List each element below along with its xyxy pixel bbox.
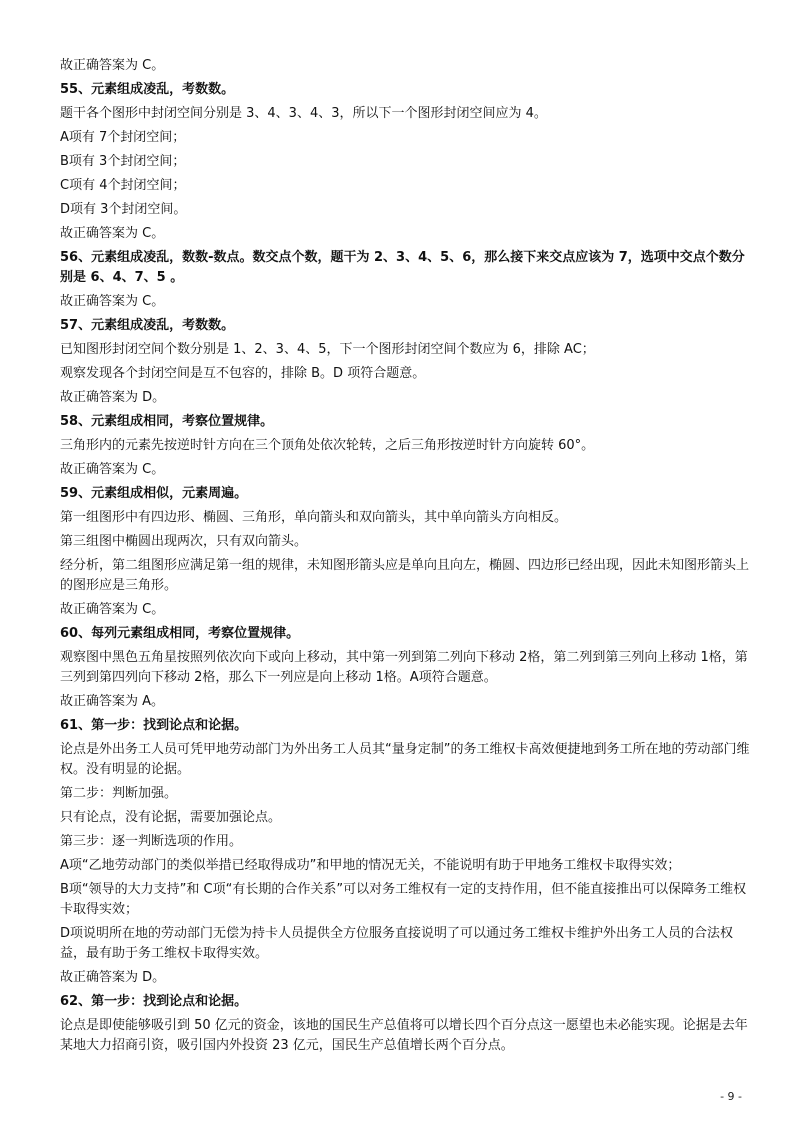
paragraph-line: D项说明所在地的劳动部门无偿为持卡人员提供全方位服务直接说明了可以通过务工维权卡维护外出务工人员的合法权益，最有助于务工维权卡取得实效。 xyxy=(60,926,734,961)
question-heading: 62、第一步：找到论点和论据。 xyxy=(60,994,248,1009)
paragraph-line: 观察发现各个封闭空间是互不包容的，排除 B。D 项符合题意。 xyxy=(60,366,426,381)
paragraph-line: 三角形内的元素先按逆时针方向在三个顶角处依次轮转，之后三角形按逆时针方向旋转 60°。 xyxy=(60,438,595,453)
question-heading: 61、第一步：找到论点和论据。 xyxy=(60,718,248,733)
question-heading: 57、元素组成凌乱，考数数。 xyxy=(60,318,235,333)
question-heading: 55、元素组成凌乱，考数数。 xyxy=(60,82,235,97)
paragraph-line: 故正确答案为 C。 xyxy=(60,58,165,73)
paragraph-line: 故正确答案为 C。 xyxy=(60,294,165,309)
document-body xyxy=(60,56,750,1060)
question-heading: 56、元素组成凌乱，数数-数点。数交点个数，题干为 2、3、4、5、6，那么接下来交点应该为 7，选项中交点个数分别是 6、4、7、5 。 xyxy=(60,250,745,285)
paragraph-line: 题干各个图形中封闭空间分别是 3、4、3、4、3，所以下一个图形封闭空间应为 4。 xyxy=(60,106,547,121)
paragraph-line: 故正确答案为 D。 xyxy=(60,970,166,985)
paragraph-line: 故正确答案为 C。 xyxy=(60,602,165,617)
paragraph-line: 第二步：判断加强。 xyxy=(60,786,178,801)
paragraph-line: 论点是即使能够吸引到 50 亿元的资金，该地的国民生产总值将可以增长四个百分点这一愿望也未必能实现。论据是去年某地大力招商引资，吸引国内外投资 23 亿元，国民生产总值增长两个百分点。 xyxy=(60,1018,748,1053)
paragraph-line: B项有 3个封闭空间； xyxy=(60,154,186,169)
paragraph-line: 已知图形封闭空间个数分别是 1、2、3、4、5，下一个图形封闭空间个数应为 6，排除 AC； xyxy=(60,342,595,357)
paragraph-line: C项有 4个封闭空间； xyxy=(60,178,186,193)
paragraph-line: 第一组图形中有四边形、椭圆、三角形，单向箭头和双向箭头，其中单向箭头方向相反。 xyxy=(60,510,568,525)
paragraph-line: 第三步：逐一判断选项的作用。 xyxy=(60,834,243,849)
paragraph-line: 故正确答案为 C。 xyxy=(60,226,165,241)
paragraph-line: 经分析，第二组图形应满足第一组的规律，未知图形箭头应是单向且向左，椭圆、四边形已经出现，因此未知图形箭头上的图形应是三角形。 xyxy=(60,558,750,593)
paragraph-line: 观察图中黑色五角星按照列依次向下或向上移动，其中第一列到第二列向下移动 2格，第二列到第三列向上移动 1格，第三列到第四列向下移动 2格，那么下一列应是向上移动 1格。A项符合题意。 xyxy=(60,650,748,685)
paragraph-line: B项“领导的大力支持”和 C项“有长期的合作关系”可以对务工维权有一定的支持作用，但不能直接推出可以保障务工维权卡取得实效； xyxy=(60,882,747,917)
paragraph-line: 第三组图中椭圆出现两次，只有双向箭头。 xyxy=(60,534,308,549)
paragraph-line: D项有 3个封闭空间。 xyxy=(60,202,187,217)
paragraph-line: 论点是外出务工人员可凭甲地劳动部门为外出务工人员其“量身定制”的务工维权卡高效便捷地到务工所在地的劳动部门维权。没有明显的论据。 xyxy=(60,742,750,777)
paragraph-line: 故正确答案为 C。 xyxy=(60,462,165,477)
paragraph-line: 故正确答案为 D。 xyxy=(60,390,166,405)
paragraph-line: 故正确答案为 A。 xyxy=(60,694,165,709)
page-number: - 9 - xyxy=(720,1090,742,1103)
paragraph-line: 只有论点，没有论据，需要加强论点。 xyxy=(60,810,282,825)
question-heading: 60、每列元素组成相同，考察位置规律。 xyxy=(60,626,300,641)
question-heading: 59、元素组成相似，元素周遍。 xyxy=(60,486,248,501)
paragraph-line: A项有 7个封闭空间； xyxy=(60,130,186,145)
question-heading: 58、元素组成相同，考察位置规律。 xyxy=(60,414,274,429)
paragraph-line: A项“乙地劳动部门的类似举措已经取得成功”和甲地的情况无关，不能说明有助于甲地务工维权卡取得实效； xyxy=(60,858,681,873)
